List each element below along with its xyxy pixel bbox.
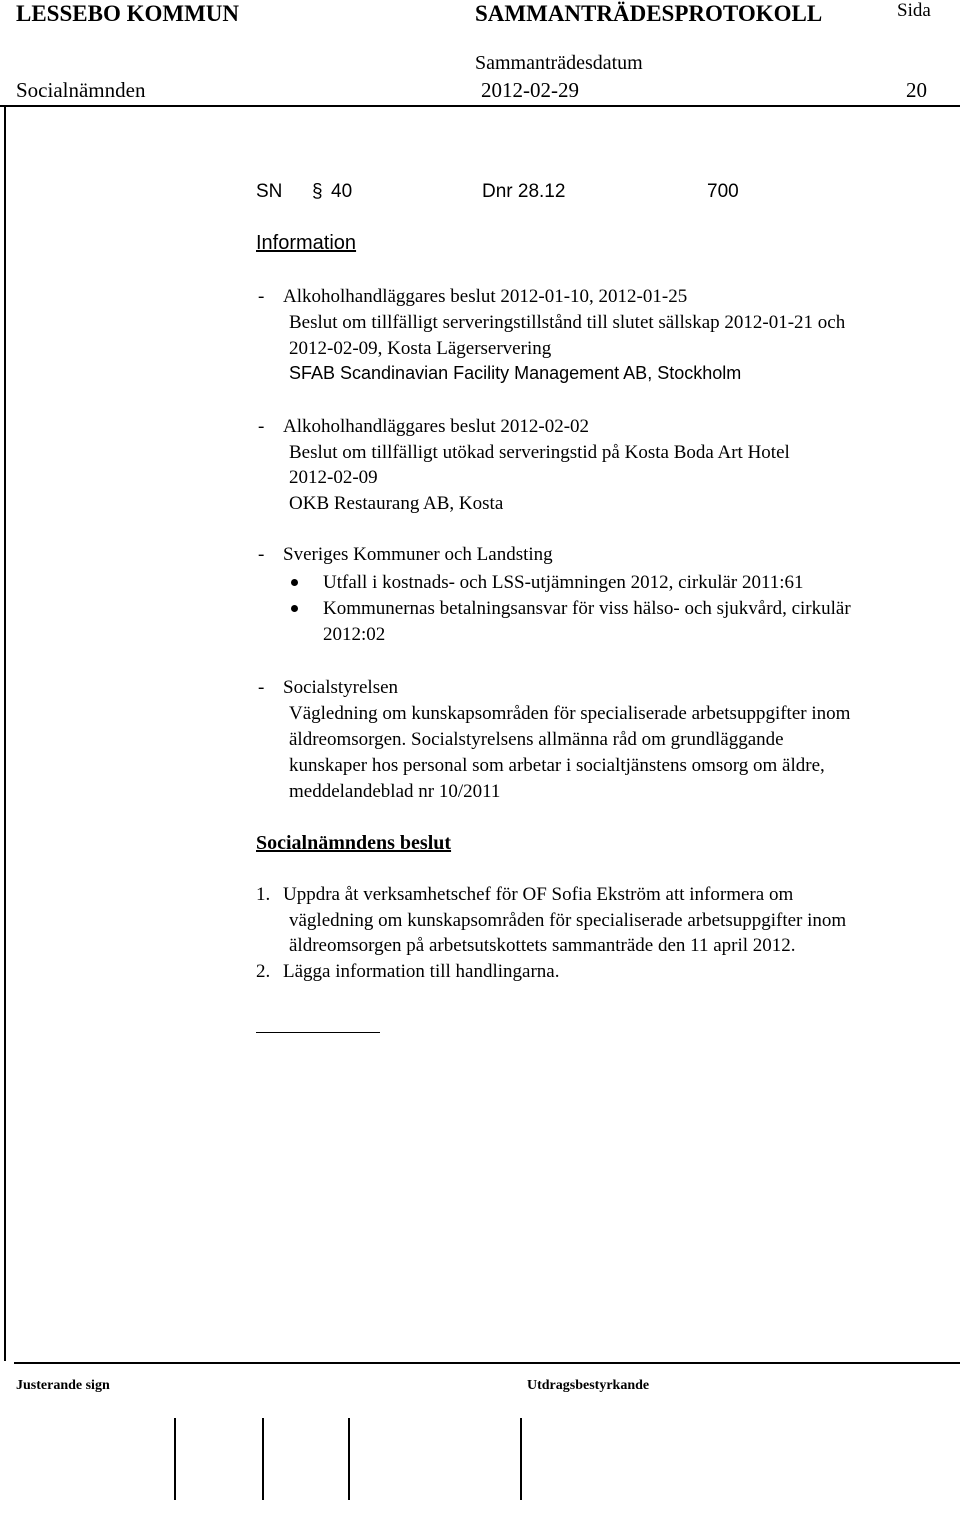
item3-dash: - (258, 544, 265, 565)
case-number: 40 (331, 181, 353, 202)
signature-box-divider (520, 1418, 522, 1500)
item3-bullet2-line2: 2012:02 (323, 624, 386, 645)
decision2-number: 2. (256, 961, 271, 982)
item4-line4: kunskaper hos personal som arbetar i socialtjänstens omsorg om äldre, (289, 755, 825, 776)
committee-name: Socialnämnden (16, 78, 146, 102)
signature-box-divider (262, 1418, 264, 1500)
item2-title: Alkoholhandläggares beslut 2012-02-02 (283, 416, 590, 437)
footer-rule (14, 1362, 960, 1364)
item4-line3: äldreomsorgen. Socialstyrelsens allmänna råd om grundläggande (289, 729, 784, 750)
utdragsbestyrkande-label: Utdragsbestyrkande (527, 1378, 650, 1393)
signature-box-divider (174, 1418, 176, 1500)
bullet-icon (291, 605, 298, 612)
decision1-line3: äldreomsorgen på arbetsutskottets sammanträde den 11 april 2012. (289, 935, 796, 956)
header-rule (0, 105, 960, 107)
case-code: 700 (707, 181, 739, 202)
decision1-line2: vägledning om kunskapsområden för specialiserade arbetsuppgifter inom (289, 910, 847, 931)
item3-bullet1: Utfall i kostnads- och LSS-utjämningen 2012, cirkulär 2011:61 (323, 572, 804, 593)
item3-bullet2-line1: Kommunernas betalningsansvar för viss hälso- och sjukvård, cirkulär (323, 598, 851, 619)
section-icon: § (312, 181, 323, 202)
page-number: 20 (906, 78, 927, 102)
item1-line3: 2012-02-09, Kosta Lägerservering (289, 338, 552, 359)
item4-dash: - (258, 677, 265, 698)
left-margin-rule (4, 105, 6, 1361)
item4-line5: meddelandeblad nr 10/2011 (289, 781, 501, 802)
signature-box-divider (348, 1418, 350, 1500)
case-dnr: Dnr 28.12 (482, 181, 566, 202)
item1-dash: - (258, 286, 265, 307)
org-name: LESSEBO KOMMUN (16, 1, 240, 26)
justerande-sign-label: Justerande sign (16, 1378, 110, 1393)
item2-line2: Beslut om tillfälligt utökad serveringstid på Kosta Boda Art Hotel (289, 442, 790, 463)
decision-heading: Socialnämndens beslut (256, 832, 452, 854)
document-title: SAMMANTRÄDESPROTOKOLL (475, 1, 823, 26)
bullet-icon (291, 579, 298, 586)
item2-dash: - (258, 416, 265, 437)
item1-line4: SFAB Scandinavian Facility Management AB, Stockholm (289, 363, 742, 383)
item4-line2: Vägledning om kunskapsområden för specialiserade arbetsuppgifter inom (289, 703, 851, 724)
item4-title: Socialstyrelsen (283, 677, 399, 698)
case-sn: SN (256, 181, 283, 202)
end-rule (256, 1032, 380, 1033)
item2-line4: OKB Restaurang AB, Kosta (289, 493, 504, 514)
information-heading: Information (256, 232, 357, 254)
meeting-date: 2012-02-29 (481, 78, 579, 102)
decision1-number: 1. (256, 884, 271, 905)
item1-line2: Beslut om tillfälligt serveringstillstånd till slutet sällskap 2012-01-21 och (289, 312, 846, 333)
decision1-line1: Uppdra åt verksamhetschef för OF Sofia Ekström att informera om (283, 884, 794, 905)
page-label: Sida (897, 0, 931, 21)
item1-title: Alkoholhandläggares beslut 2012-01-10, 2012-01-25 (283, 286, 688, 307)
item2-line3: 2012-02-09 (289, 467, 378, 488)
decision2-line1: Lägga information till handlingarna. (283, 961, 560, 982)
item3-title: Sveriges Kommuner och Landsting (283, 544, 553, 565)
date-label: Sammanträdesdatum (475, 52, 643, 74)
